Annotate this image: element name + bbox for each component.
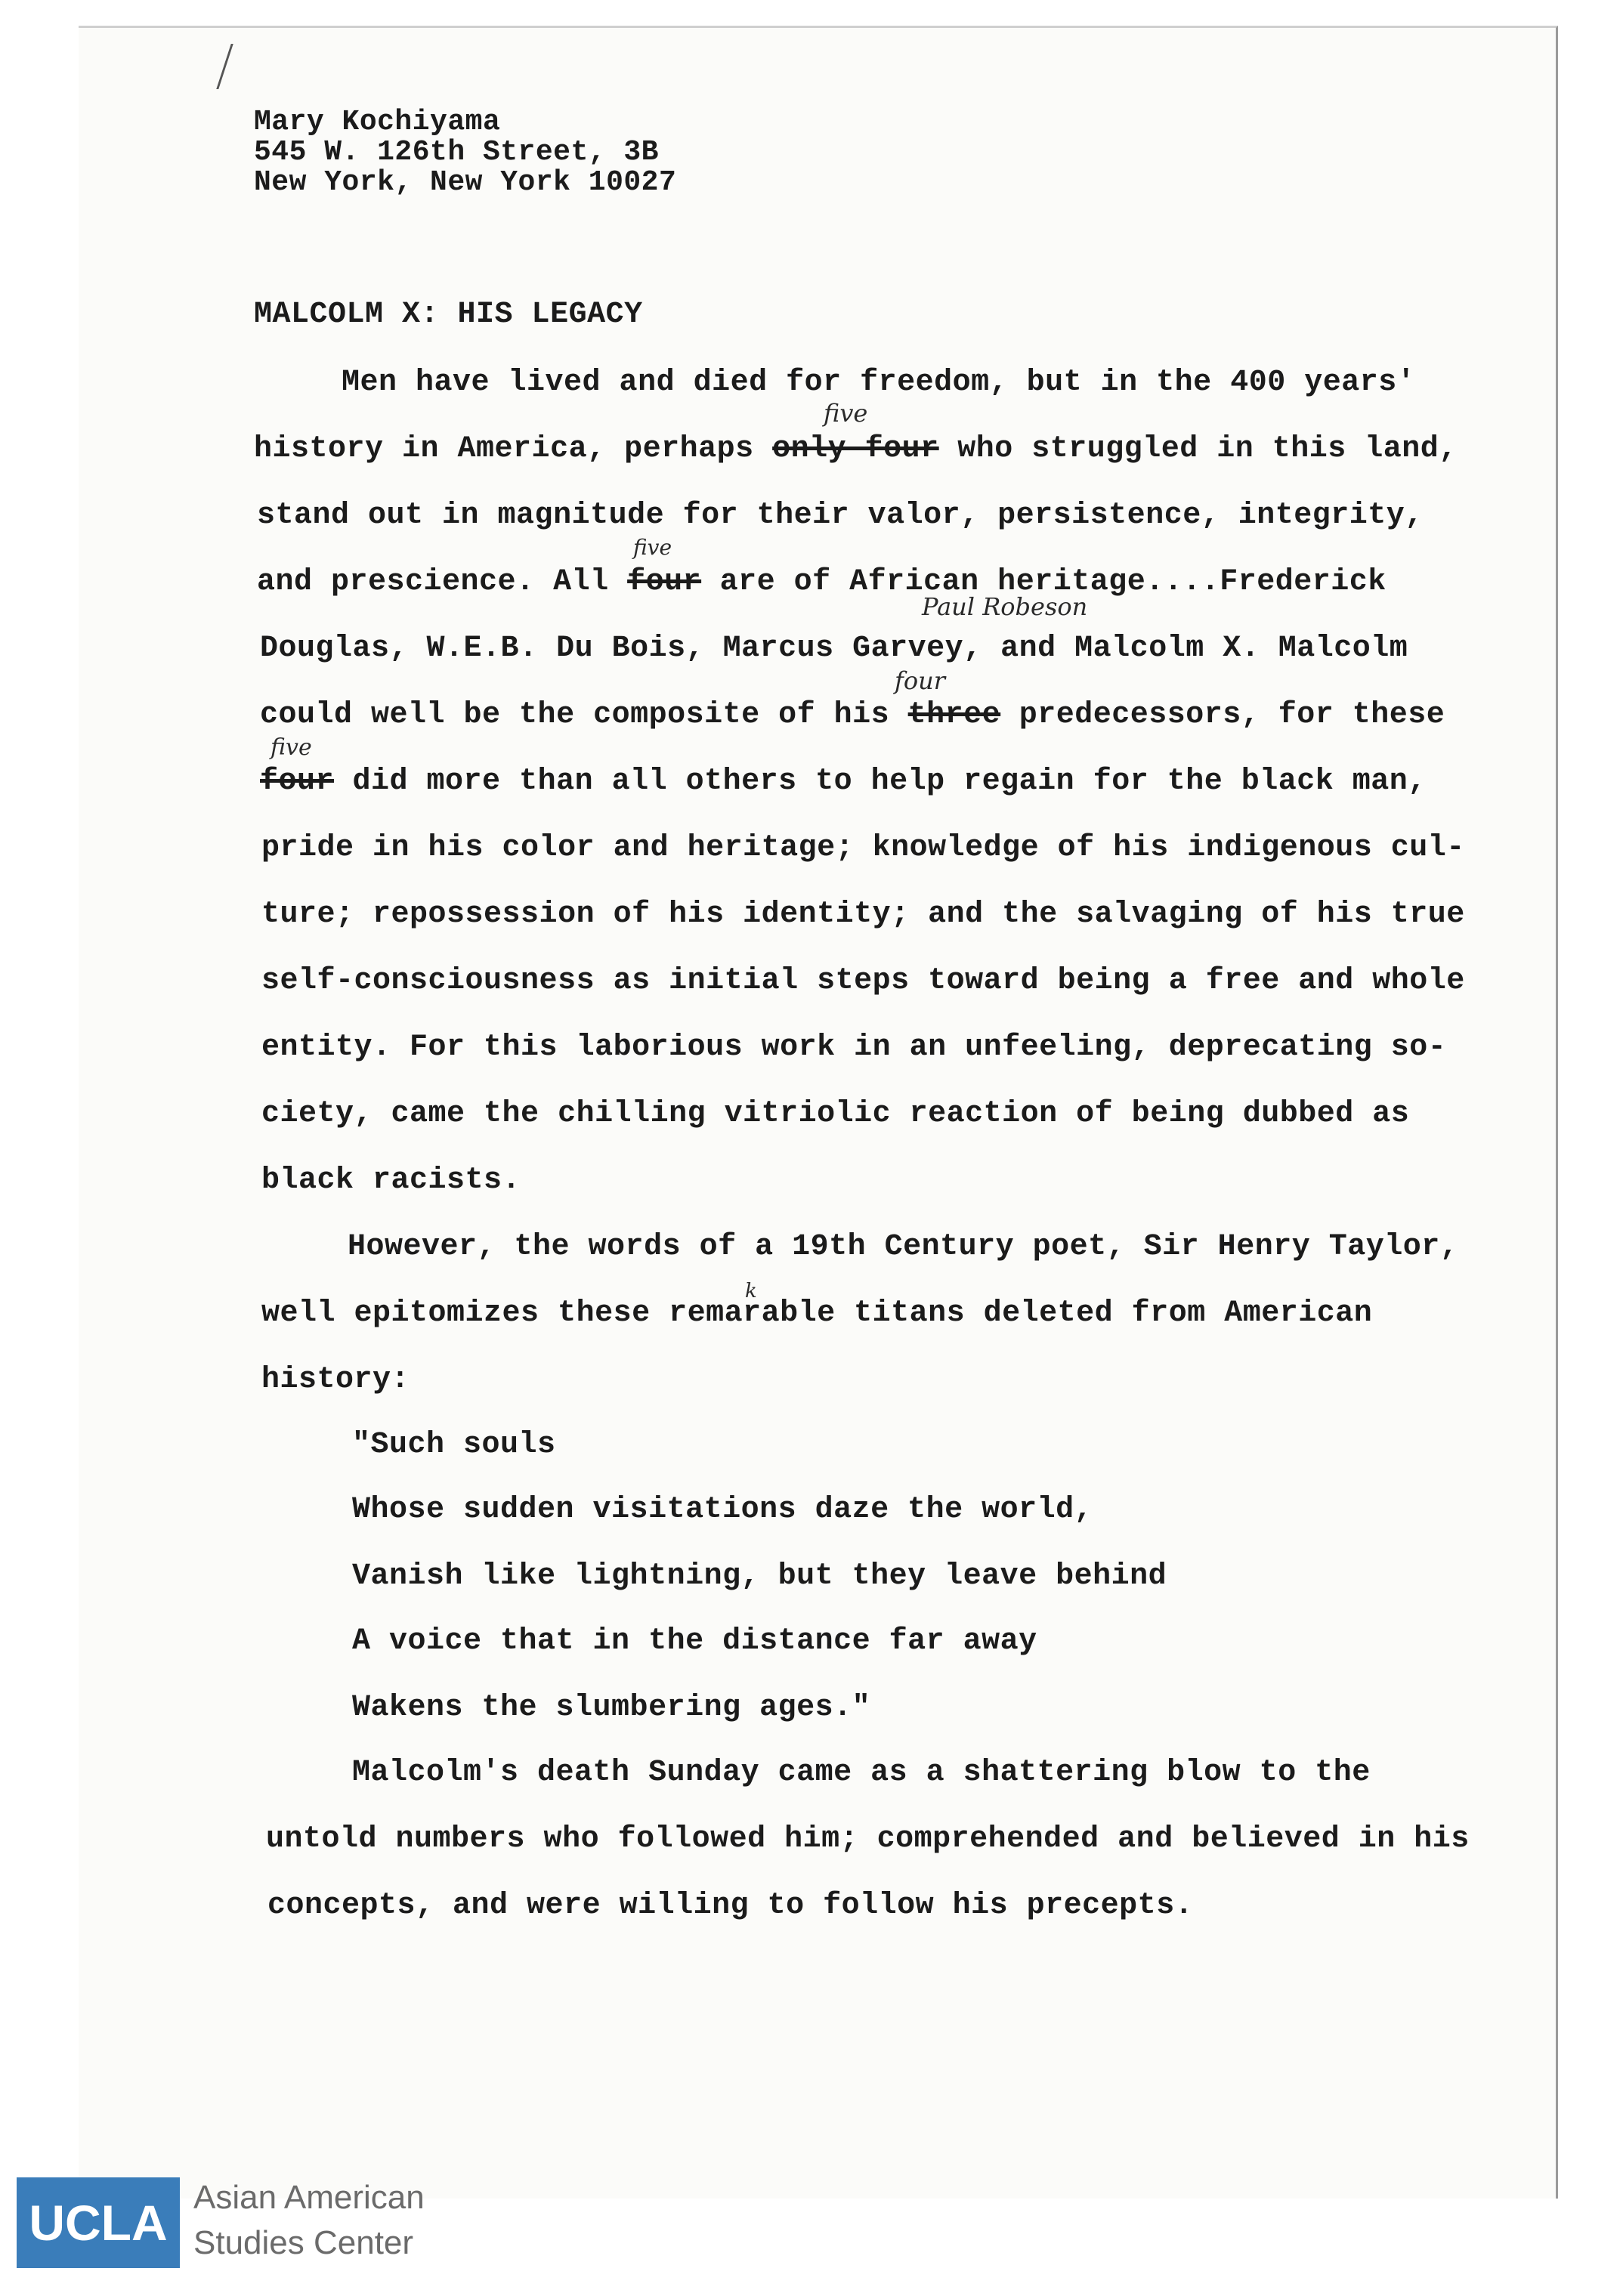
page-title: MALCOLM X: HIS LEGACY [254,298,643,332]
text-line: Malcolm's death Sunday came as a shattering blow to the [352,1756,1371,1790]
poem-line: Wakens the slumbering ages." [352,1691,871,1725]
text-line: stand out in magnitude for their valor, persistence, integrity, [257,499,1424,533]
center-name-line1: Asian American [193,2179,425,2216]
text-line: self-consciousness as initial steps toward being a free and whole [261,964,1465,998]
text-line: However, the words of a 19th Century poet, Sir Henry Taylor, [348,1230,1459,1264]
text-line: history: [261,1363,410,1397]
text-line: pride in his color and heritage; knowledge of his indigenous cul- [261,831,1465,865]
sender-street: 545 W. 126th Street, 3B [254,136,659,168]
text-line: concepts, and were willing to follow his precepts. [267,1889,1194,1923]
handwritten-insert: five [270,734,312,761]
text-line: well epitomizes these remarable titans deleted from American [261,1296,1373,1330]
text-line: history in America, perhaps only four who struggled in this land, [254,432,1458,466]
text-line: Douglas, W.E.B. Du Bois, Marcus Garvey, and Malcolm X. Malcolm [260,632,1408,666]
text-line: ture; repossession of his identity; and the salvaging of his true [261,898,1465,932]
center-name-line2: Studies Center [193,2224,414,2261]
struck-word: four [260,765,335,799]
text-line: could well be the composite of his three predecessors, for these [260,698,1445,732]
poem-line: Whose sudden visitations daze the world, [352,1493,1093,1527]
handwritten-insert: k [745,1280,757,1303]
struck-word: four [627,565,702,599]
text-line: entity. For this laborious work in an unfeeling, deprecating so- [261,1031,1447,1065]
text-line: ciety, came the chilling vitriolic reaction of being dubbed as [261,1097,1410,1131]
handwritten-insert: five [633,535,672,560]
struck-word: three [907,698,1001,732]
text-line: black racists. [261,1163,521,1197]
sender-name: Mary Kochiyama [254,106,501,138]
handwritten-insert: four [895,666,946,695]
poem-line: A voice that in the distance far away [352,1624,1037,1658]
ucla-logo: UCLA [17,2177,180,2268]
poem-line: Vanish like lightning, but they leave behind [352,1559,1167,1593]
text-line: untold numbers who followed him; comprehended and believed in his [266,1822,1470,1856]
text-line: and prescience. All four are of African heritage....Frederick [257,565,1387,599]
handwritten-insert: five [824,399,868,428]
struck-word: only four [772,432,939,466]
handwritten-insert: Paul Robeson [922,592,1088,621]
sender-city: New York, New York 10027 [254,166,677,199]
poem-line: "Such souls [352,1428,556,1462]
text-line: Men have lived and died for freedom, but in the 400 years' [342,366,1416,400]
text-line: four did more than all others to help regain for the black man, [260,765,1427,799]
